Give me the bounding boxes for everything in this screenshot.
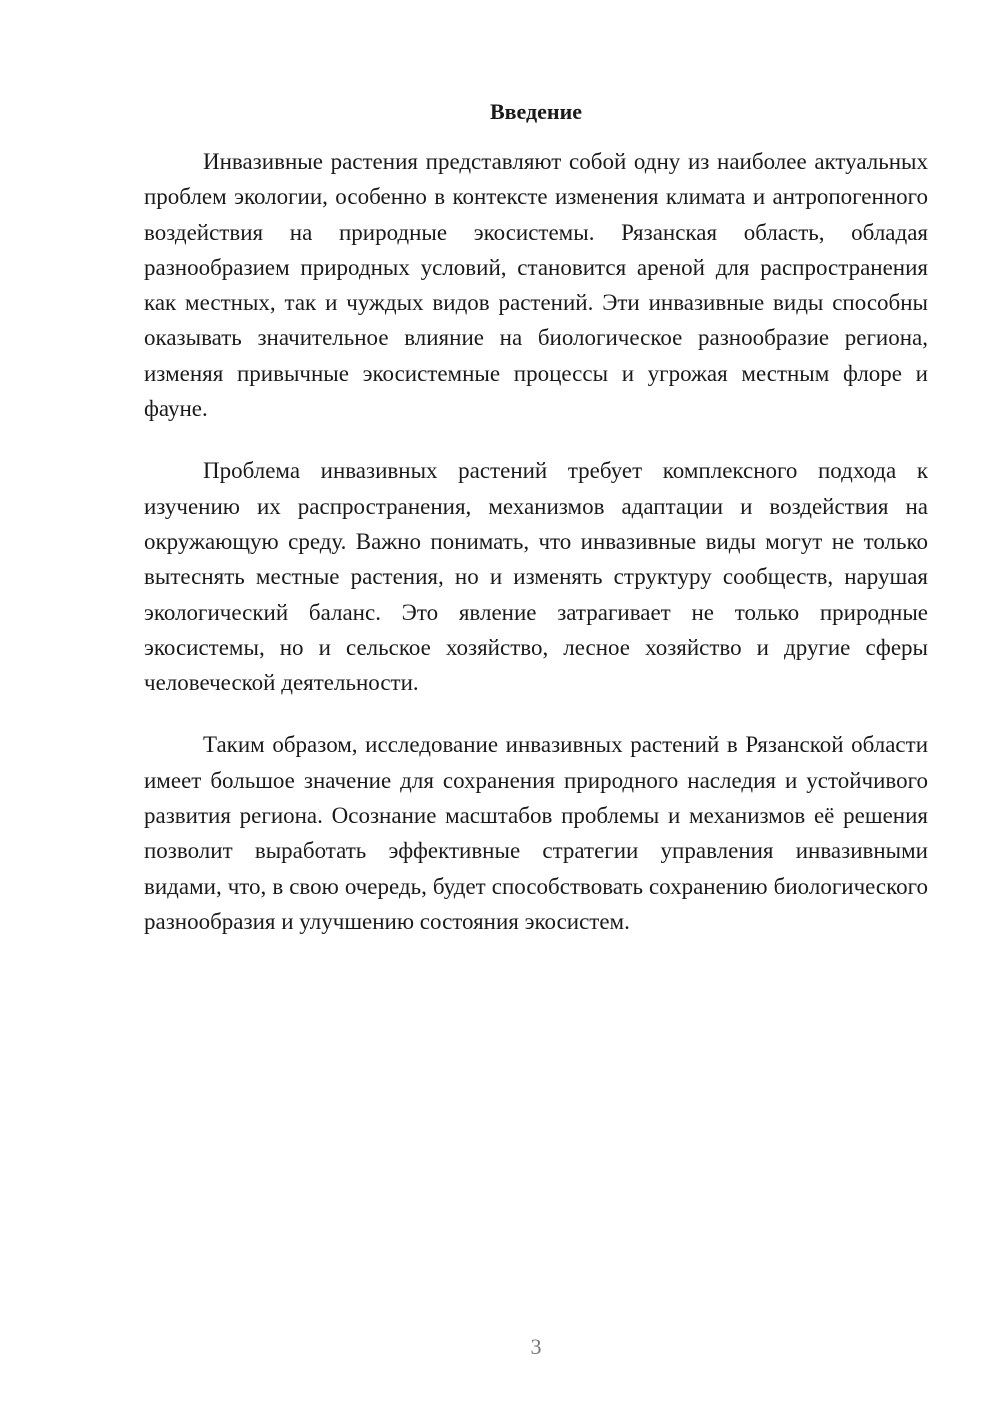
body-text [144,144,928,966]
paragraph-1: Инвазивные растения представляют собой одну из наиболее актуальных проблем экологии, особенно в контексте изменения климата и антропогенного воздействия на природные экосистемы. Рязанская область, обладая разнообразием природных условий, становится ареной для распространения как местных, так и чуждых видов растений. Эти инвазивные виды способны оказывать значительное влияние на биологическое разнообразие региона, изменяя привычные экосистемные процессы и угрожая местным флоре и фауне. [144,149,928,422]
section-heading: Введение [489,99,583,124]
paragraph-3: Таким образом, исследование инвазивных растений в Рязанской области имеет большое значение для сохранения природного наследия и устойчивого развития региона. Осознание масштабов проблемы и механизмов её решения позволит выработать эффективные стратегии управления инвазивными видами, что, в свою очередь, будет способствовать сохранению биологического разнообразия и улучшению состояния экосистем. [144,732,928,934]
page-number: 3 [530,1334,542,1359]
paragraph-2: Проблема инвазивных растений требует комплексного подхода к изучению их распространения, механизмов адаптации и воздействия на окружающую среду. Важно понимать, что инвазивные виды могут не только вытеснять местные растения, но и изменять структуру сообществ, нарушая экологический баланс. Это явление затрагивает не только природные экосистемы, но и сельское хозяйство, лесное хозяйство и другие сферы человеческой деятельности. [144,458,928,696]
